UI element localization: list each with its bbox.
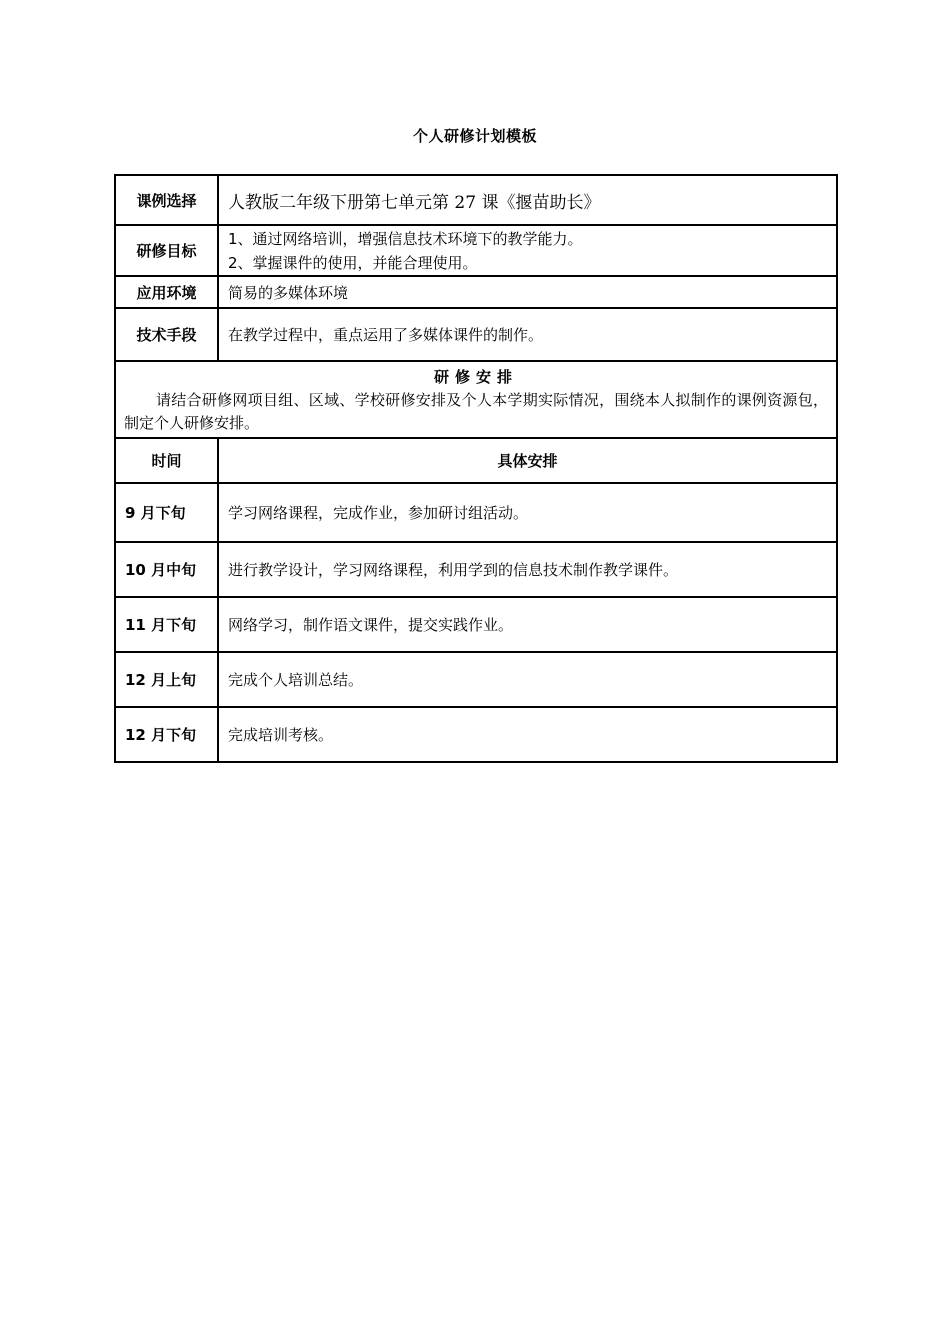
arrangement-section: [115, 361, 837, 438]
schedule-row: [115, 483, 837, 542]
goal-label: 研修目标: [115, 225, 218, 276]
arrangement-section-row: [115, 361, 837, 438]
schedule-detail: 完成个人培训总结。: [218, 652, 837, 707]
page-title: 个人研修计划模板: [412, 127, 537, 145]
schedule-time: 11 月下旬: [115, 597, 218, 652]
schedule-time: 12 月上旬: [115, 652, 218, 707]
course-label: 课例选择: [115, 175, 218, 225]
time-column-header: 时间: [115, 438, 218, 483]
schedule-time: 12 月下旬: [115, 707, 218, 762]
schedule-row: [115, 542, 837, 597]
technique-row: [115, 308, 837, 361]
schedule-header-row: [115, 438, 837, 483]
goal-line-1: 1、通过网络培训，增强信息技术环境下的教学能力。: [228, 229, 583, 248]
goal-value: [218, 225, 837, 276]
arrangement-heading: 研修安排: [433, 368, 518, 386]
environment-label: 应用环境: [115, 276, 218, 308]
research-plan-table: [114, 174, 838, 763]
schedule-detail: 进行教学设计，学习网络课程，利用学到的信息技术制作教学课件。: [218, 542, 837, 597]
schedule-row: [115, 652, 837, 707]
arrangement-description: 请结合研修网项目组、区域、学校研修安排及个人本学期实际情况，围绕本人拟制作的课例资源包，制定个人研修安排。: [124, 391, 828, 432]
goal-row: [115, 225, 837, 276]
course-row: [115, 175, 837, 225]
schedule-detail: 学习网络课程，完成作业，参加研讨组活动。: [218, 483, 837, 542]
schedule-detail: 完成培训考核。: [218, 707, 837, 762]
course-value: 人教版二年级下册第七单元第 27 课《揠苗助长》: [218, 175, 837, 225]
environment-row: [115, 276, 837, 308]
schedule-row: [115, 597, 837, 652]
schedule-detail: 网络学习，制作语文课件，提交实践作业。: [218, 597, 837, 652]
schedule-time: 9 月下旬: [115, 483, 218, 542]
technique-label: 技术手段: [115, 308, 218, 361]
environment-value: 简易的多媒体环境: [218, 276, 837, 308]
schedule-time: 10 月中旬: [115, 542, 218, 597]
detail-column-header: 具体安排: [218, 438, 837, 483]
goal-line-2: 2、掌握课件的使用，并能合理使用。: [228, 253, 478, 272]
schedule-row: [115, 707, 837, 762]
technique-value: 在教学过程中，重点运用了多媒体课件的制作。: [218, 308, 837, 361]
